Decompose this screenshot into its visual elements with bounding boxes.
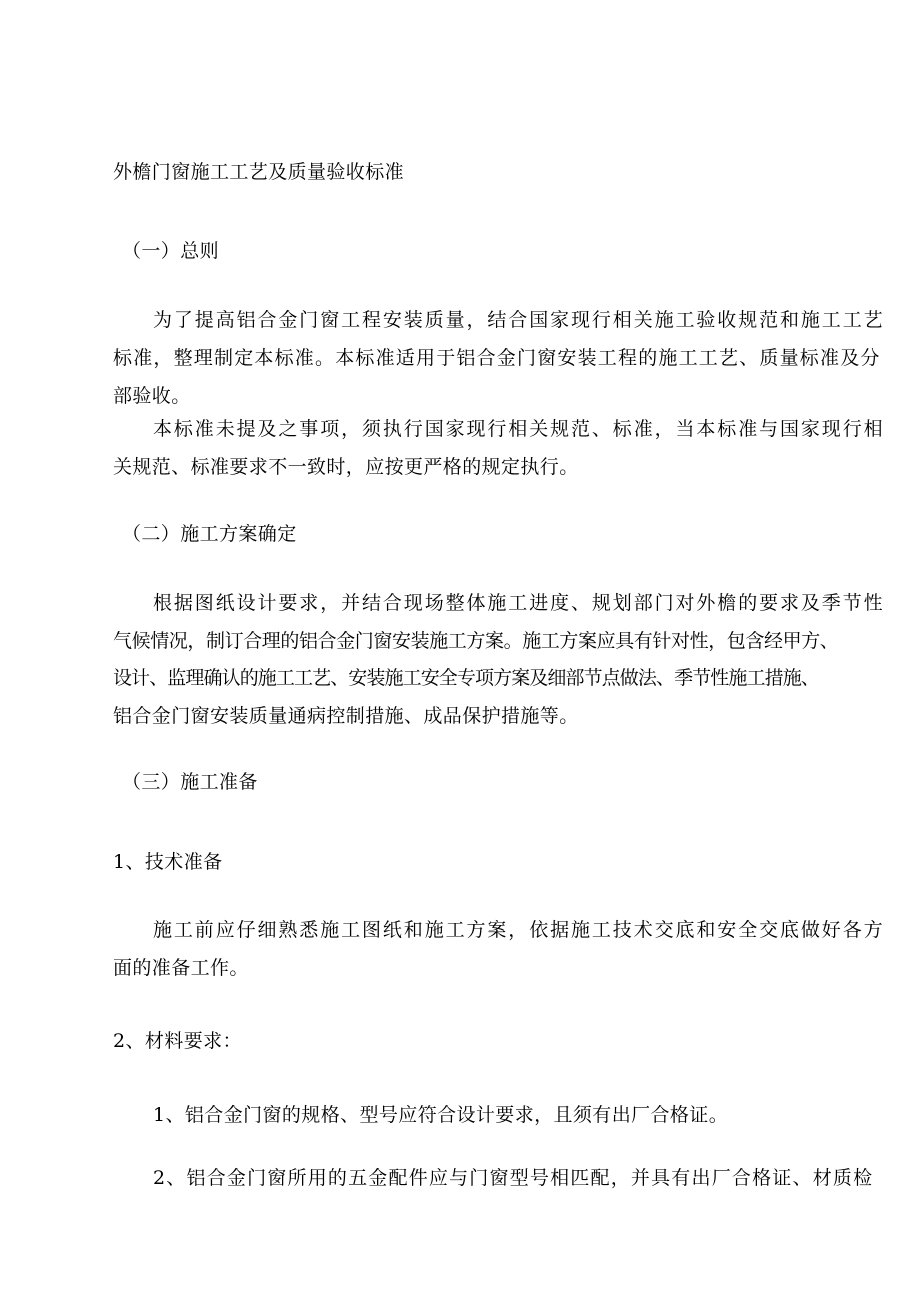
paragraph-line: 施工前应仔细熟悉施工图纸和施工方案，依据施工技术交底和安全交底做好各方	[153, 919, 885, 941]
document-title: 外檐门窗施工工艺及质量验收标准	[113, 161, 405, 183]
paragraph-line: 部验收。	[113, 385, 191, 407]
section-heading-plan: （二）施工方案确定	[122, 523, 297, 545]
paragraph-line: 面的准备工作。	[113, 957, 249, 979]
subsection-heading-materials: 2、材料要求：	[113, 1030, 242, 1052]
paragraph-line: 设计、监理确认的施工工艺、安装施工安全专项方案及细部节点做法、季节性施工措施、	[113, 667, 819, 689]
paragraph-line: 本标准未提及之事项，须执行国家现行相关规范、标准，当本标准与国家现行相	[153, 418, 885, 440]
paragraph-line: 为了提高铝合金门窗工程安装质量，结合国家现行相关施工验收规范和施工工艺	[153, 309, 885, 331]
subsection-heading-technical: 1、技术准备	[113, 851, 223, 873]
section-heading-preparation: （三）施工准备	[122, 771, 258, 793]
list-item: 1、铝合金门窗的规格、型号应符合设计要求，且须有出厂合格证。	[153, 1104, 729, 1126]
list-item: 2、铝合金门窗所用的五金配件应与门窗型号相匹配，并具有出厂合格证、材质检	[153, 1167, 874, 1189]
paragraph-line: 标准，整理制定本标准。本标准适用于铝合金门窗安装工程的施工工艺、质量标准及分	[113, 347, 881, 369]
section-heading-general: （一）总则	[122, 240, 220, 262]
paragraph-line: 根据图纸设计要求，并结合现场整体施工进度、规划部门对外檐的要求及季节性	[153, 592, 885, 614]
paragraph-line: 气候情况，制订合理的铝合金门窗安装施工方案。施工方案应具有针对性，包含经甲方、	[113, 630, 839, 652]
paragraph-line: 关规范、标准要求不一致时，应按更严格的规定执行。	[113, 456, 579, 478]
paragraph-line: 铝合金门窗安装质量通病控制措施、成品保护措施等。	[113, 705, 579, 727]
